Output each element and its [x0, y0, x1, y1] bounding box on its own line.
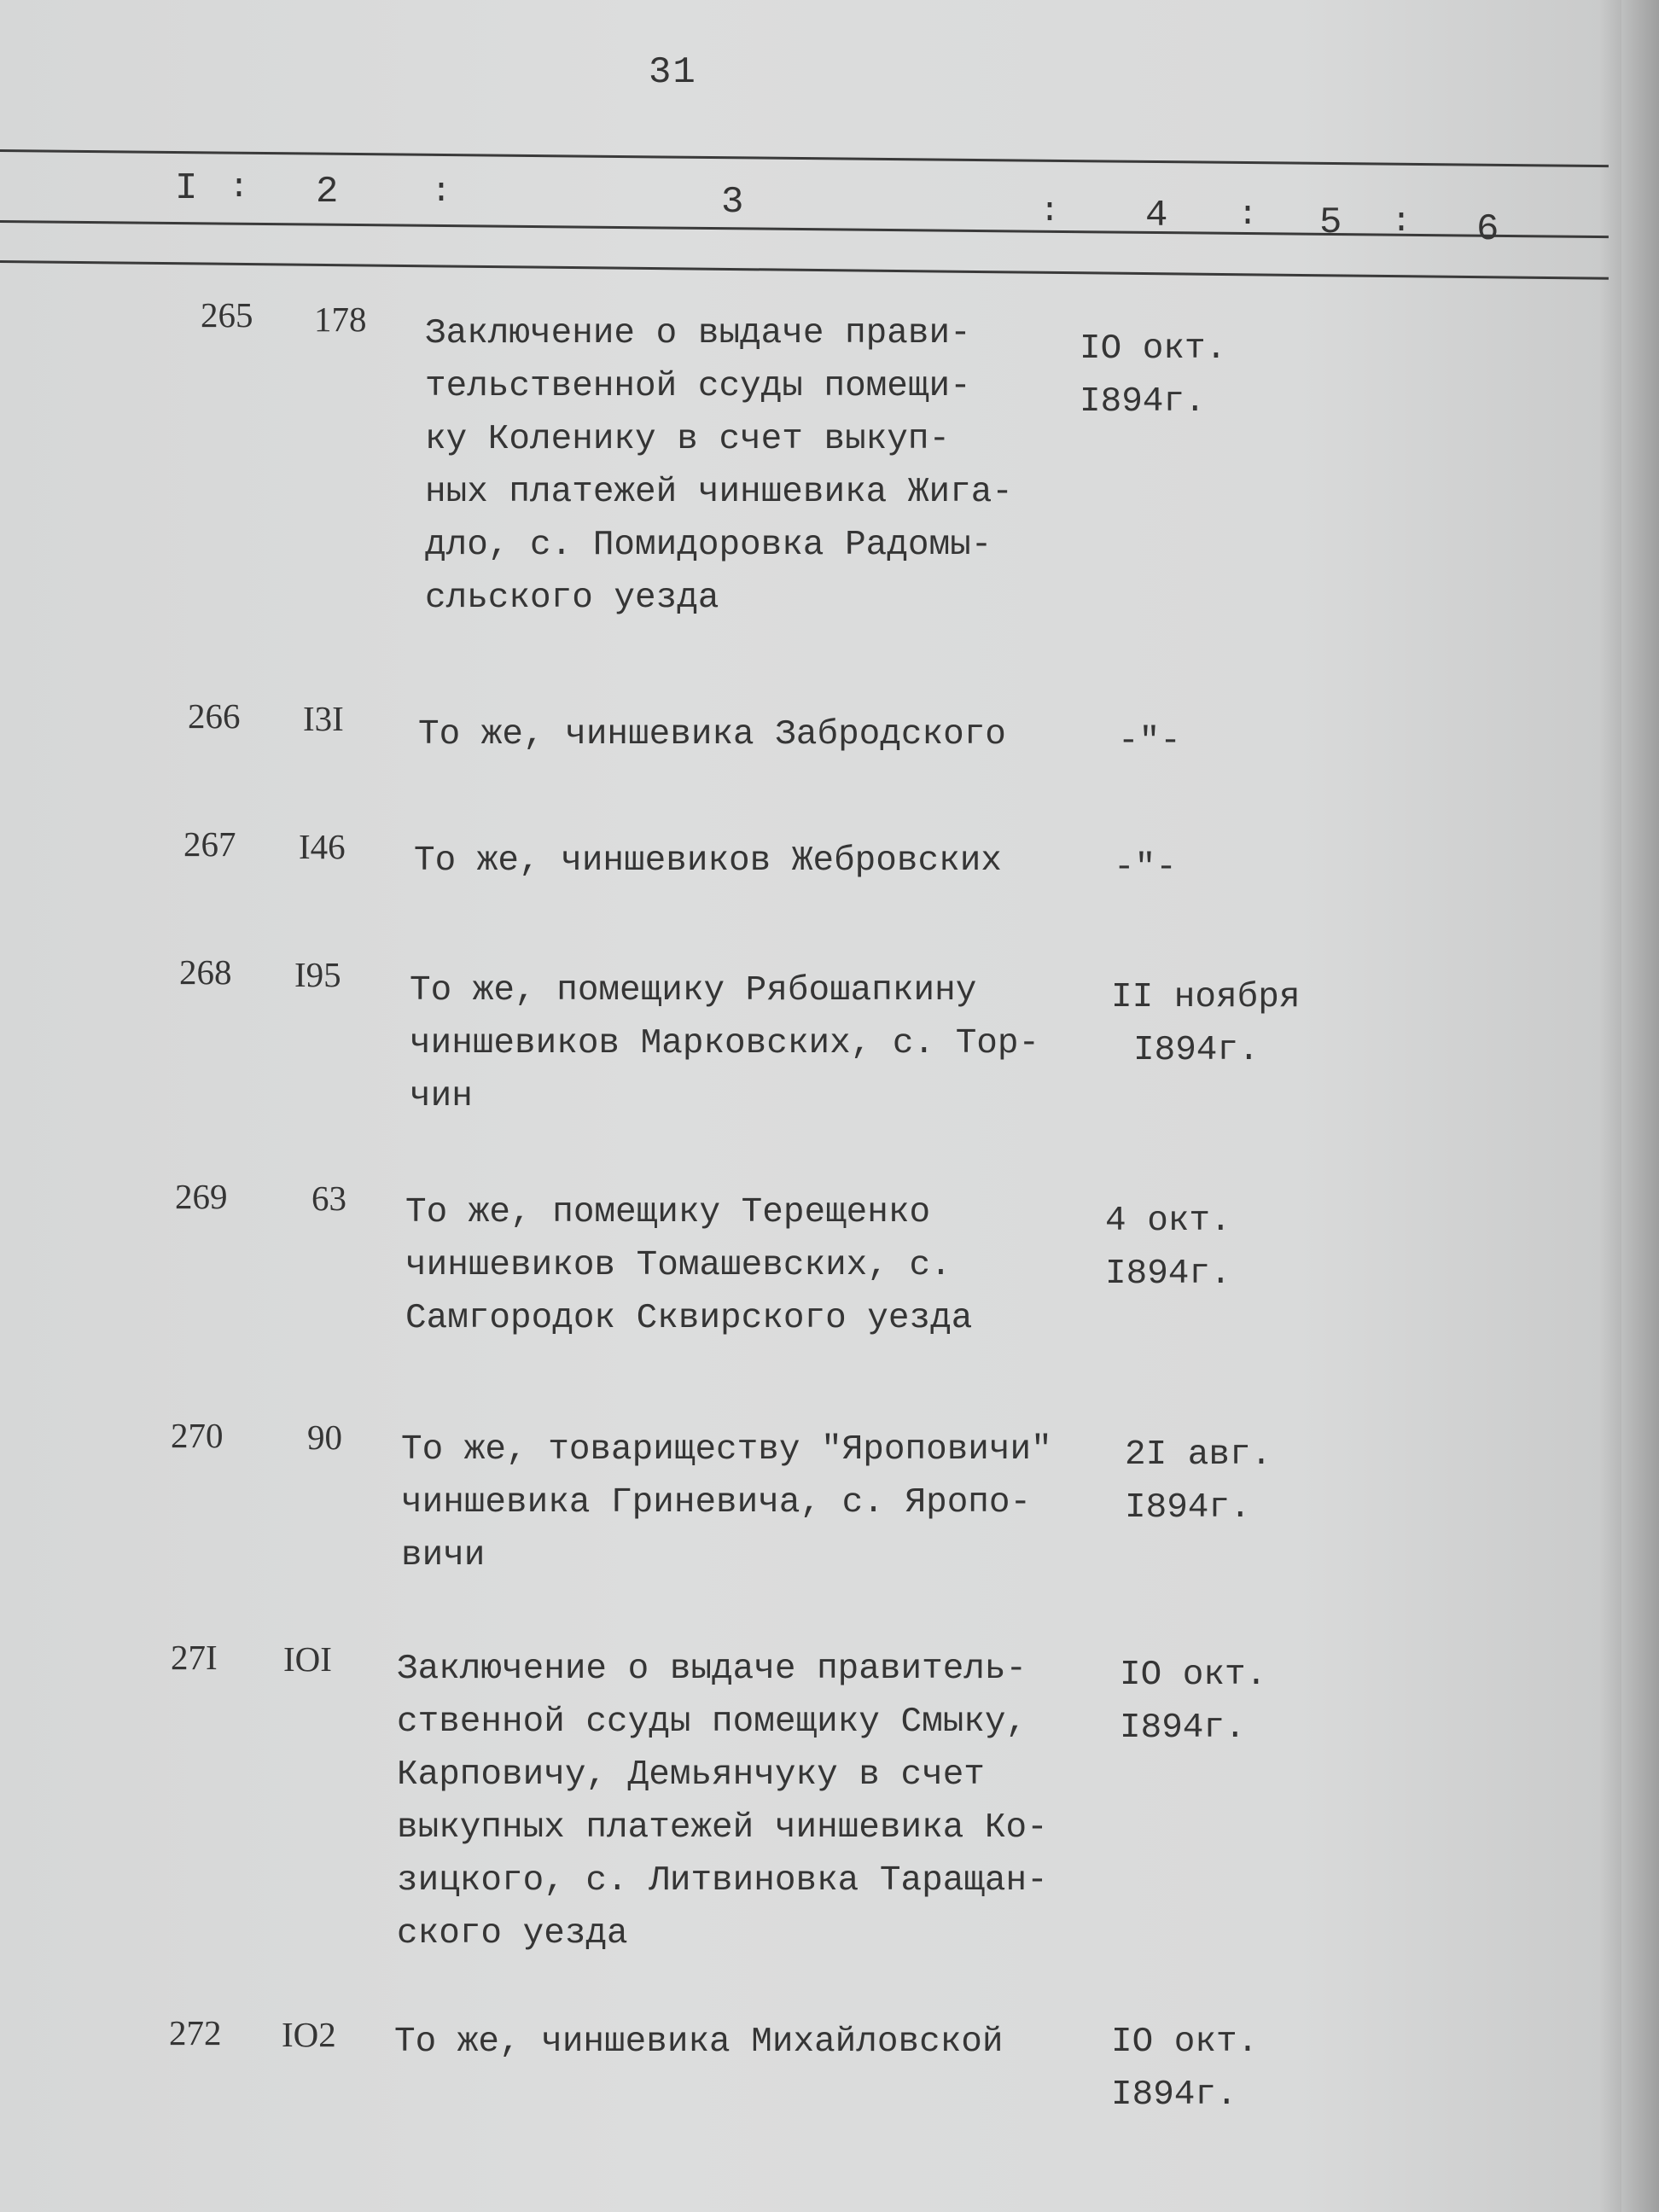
entry-description: То же, помещику Терещенко чиншевиков Томашевских, с. Самгородок Сквирского уезда: [405, 1193, 973, 1338]
entry-file-number: I46: [299, 827, 346, 866]
column-separator: :: [1039, 193, 1061, 231]
entry-file-number: I3I: [303, 699, 344, 738]
entry-date: IO окт. I894г.: [1111, 2023, 1259, 2115]
entry-date: IO окт. I894г.: [1120, 1656, 1267, 1748]
page-number: 31: [649, 51, 697, 94]
entry-file-number: IO2: [282, 2015, 336, 2054]
entry-description: То же, товариществу "Яроповичи" чиншевика Гриневича, с. Яропо- вичи: [401, 1430, 1052, 1575]
column-header-1: I: [175, 167, 198, 210]
entry-date: -"-: [1118, 722, 1181, 761]
entry-description: То же, чиншевика Забродского: [418, 715, 1006, 754]
column-separator: :: [431, 173, 452, 212]
entry-description: Заключение о выдаче прави- тельственной ссуды помещи- ку Коленику в счет выкуп- ных платежей чиншевика Жига- дло, с. Помидоровка Радомы- сльского уезда: [425, 314, 1013, 618]
entry-description: Заключение о выдаче правитель- ственной ссуды помещику Смыку, Карповичу, Демьянчуку в счет выкупных платежей чиншевика Ко- зицкого, с. Литвиновка Таращан- ского уезда: [397, 1650, 1048, 1953]
entry-number: 269: [175, 1177, 228, 1216]
entry-date: 2I авг. I894г.: [1125, 1435, 1272, 1528]
entry-number: 270: [171, 1416, 224, 1455]
entry-file-number: 178: [314, 300, 367, 339]
entry-file-number: 90: [307, 1417, 342, 1457]
column-header-2: 2: [316, 171, 339, 213]
entry-file-number: 63: [311, 1179, 346, 1218]
entry-number: 266: [188, 696, 241, 736]
entry-description: То же, чиншевика Михайловской: [394, 2023, 1004, 2062]
entry-description: То же, помещику Рябошапкину чиншевиков Марковских, с. Тор- чин: [410, 971, 1040, 1116]
entry-file-number: IOI: [283, 1639, 332, 1679]
entry-date: IO окт. I894г.: [1080, 329, 1227, 422]
column-header-4: 4: [1145, 195, 1168, 237]
entry-file-number: I95: [294, 955, 341, 994]
column-separator: :: [229, 169, 250, 207]
column-separator: :: [1237, 196, 1259, 235]
column-header-3: 3: [721, 181, 744, 224]
page-edge-shadow: [1599, 0, 1659, 2212]
column-separator: :: [1391, 203, 1412, 242]
column-header-6: 6: [1476, 208, 1499, 251]
entry-number: 265: [201, 295, 253, 335]
entry-number: 27I: [171, 1638, 218, 1677]
entry-number: 267: [183, 824, 236, 864]
entry-number: 268: [179, 952, 232, 992]
entry-date: II ноября I894г.: [1111, 978, 1301, 1070]
entry-date: 4 окт. I894г.: [1105, 1202, 1231, 1294]
entry-description: То же, чиншевиков Жебровских: [414, 841, 1002, 881]
entry-date: -"-: [1114, 848, 1177, 888]
entry-number: 272: [169, 2013, 222, 2052]
column-header-5: 5: [1319, 201, 1342, 244]
